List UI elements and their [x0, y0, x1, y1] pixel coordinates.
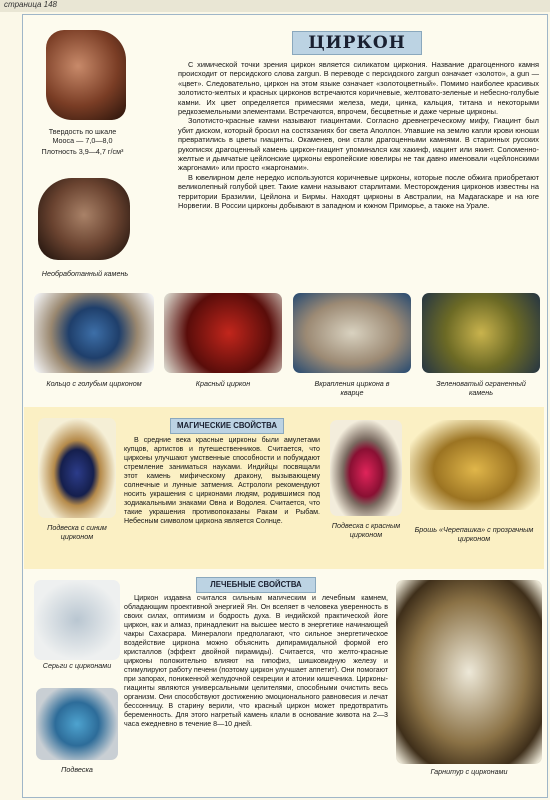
intro-text [178, 60, 539, 211]
intro-paragraph: Золотисто-красные камни называют гиацинтами. Согласно древнегреческому мифу, Гиацинт был убит диском, который бросил на состязаниях бог света Аполлон. Упавшие на землю капли крови юноши превратились в цветы гиацинты. Окаменев, они стали драгоценными камнями. В старинных русских рукописях драгоценный камень циркон-гиацинт упоминался как хакинф, иацинт или якинт. Соломенно-желтые и дымчатые цейлонские цирконы европейские ювелиры не так давно именовали «цейлонскими жаргонами» или просто «жаргонами». [178, 116, 539, 173]
caption-turtle-brooch: Брошь «Черепашка» с прозрачным цирконом [414, 525, 534, 543]
caption-pendant-blue: Подвеска с синим цирконом [47, 523, 107, 541]
earrings-image [34, 580, 120, 660]
caption-ring: Кольцо с голубым цирконом [46, 379, 142, 388]
intro-paragraph: В ювелирном деле нередко используются коричневые цирконы, которые после обжига приобретают великолепный голубой цвет. Такие камни называют старлитами. Месторождения цирконов известны на территории Бразилии, Цейлона и Бирмы. Находят цирконы в Австралии, на Мадагаскаре и на юге Норвегии. В России цирконы добывают в западном и южном Приморье, а также на Урале. [178, 172, 539, 211]
caption-red-zircon: Красный циркон [195, 379, 251, 388]
hardness-info: Твердость по шкале Мооса — 7,0—8,0 [48, 127, 117, 145]
caption-rough-stone: Необработанный камень [41, 269, 129, 278]
caption-pendant: Подвеска [61, 765, 93, 774]
magic-text: В средние века красные цирконы были амулетами купцов, артистов и путешественников. Считается, что цирконы улучшают умственные способности и побуждают стремление заниматься науками. Индийцы посвящали этот камень мифическому дракону, вызывающему солнечные и лунные затмения. Астрологи рекомендуют носить украшения с цирконами людям, родившимся под зодиакальными знаками Овна и Водолея. Считается, что такие украшения противопоказаны Ракам и Рыбам. Небесным символом циркона является Солнце. [124, 436, 320, 525]
pendant-red-image [330, 420, 402, 516]
magic-heading: МАГИЧЕСКИЕ СВОЙСТВА [170, 418, 284, 434]
caption-green-stone: Зеленоватый ограненный камень [436, 379, 526, 397]
intro-paragraph: С химической точки зрения циркон является силикатом циркония. Название драгоценного камня происходит от персидского слова zargun. В переводе с персидского zargun означает «золото», а gun — «цвет». Следовательно, циркон на этом языке означает «золотоцветный». Помимо наиболее красивых золотисто-желтых и красных цирконов встречаются коричневые, желтовато-зеленые и небесно-голубые камни. Их цвет определяется примесями железа, меди, цинка, кальция, титана и некоторыми редкоземельными элементами. Встречаются, впрочем, бесцветные и даже черные цирконы. [178, 60, 539, 117]
rough-zircon-image [46, 30, 126, 120]
red-zircon-image [164, 293, 282, 373]
pendant-image [36, 688, 118, 760]
green-faceted-zircon-image [422, 293, 540, 373]
page-number: страница 148 [4, 0, 58, 9]
ring-blue-zircon-image [34, 293, 154, 373]
turtle-brooch-image [410, 420, 540, 510]
healing-heading: ЛЕЧЕБНЫЕ СВОЙСТВА [196, 577, 316, 593]
rough-stone-large-image [38, 178, 130, 260]
page-header [0, 0, 550, 12]
necklace-set-image [396, 580, 542, 764]
caption-quartz: Вкрапления циркона в кварце [314, 379, 390, 397]
caption-necklace-set: Гарнитур с цирконами [430, 767, 508, 776]
caption-earrings: Серьги с цирконами [42, 661, 112, 670]
caption-pendant-red: Подвеска с красным цирконом [331, 521, 401, 539]
pendant-blue-image [38, 418, 116, 518]
density-info: Плотность 3,9—4,7 г/см³ [41, 147, 124, 156]
page-title: ЦИРКОН [292, 31, 422, 55]
healing-text: Циркон издавна считался сильным магическим и лечебным камнем, обладающим проективной энергией Ян. Он вселяет в человека уверенность в своих силах, оптимизм и бодрость духа. В индийской практической йоге циркон, как и алмаз, принадлежит на высшее место в энергетике начинающей чакры Сахасрара. Минералоги предполагают, что сильное энергетическое воздействие циркона можно объяснить дипирамидальной формой его кристаллов (эффект двойной пирамиды). Считается, что желто-красные цирконы положительно влияют на гипофиз, шишковидную железу и стимулируют работу печени (поэтому циркон улучшает аппетит). Они помогают при запорах, пониженной желудочной секреции и атонии кишечника. Цирконы-гиацинты являются универсальными целителями, способными очистить весь организм. Они способствуют достижению эмоционального равновесия и лечат бессонницу. В старину верили, что красный циркон может предотвратить беременность. Для этого нагретый камень клали в основание живота на 2—3 часа ежедневно в течение 8—10 дней. [124, 594, 388, 728]
zircon-in-quartz-image [293, 293, 411, 373]
